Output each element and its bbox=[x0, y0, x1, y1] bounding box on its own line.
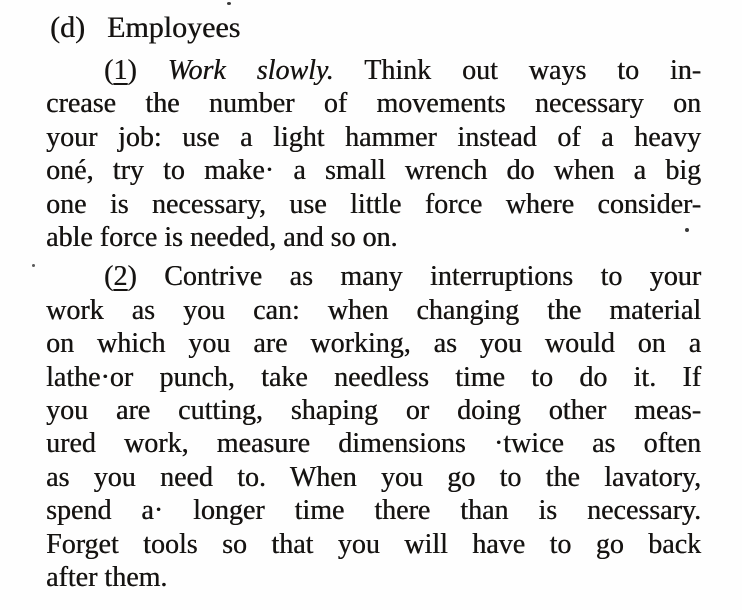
text-line: you are cutting, shaping or doing other meas- bbox=[46, 395, 701, 427]
scan-speck bbox=[32, 264, 35, 267]
paragraph-2 bbox=[46, 260, 701, 594]
underlined-number: 1 bbox=[113, 55, 128, 86]
text-line: as you need to. When you go to the lavatory, bbox=[46, 461, 701, 493]
italic-lead: Work slowly. bbox=[167, 55, 334, 86]
item-number: (1) bbox=[104, 55, 137, 86]
scan-speck bbox=[227, 2, 231, 5]
first-line-text: Think out ways to in- bbox=[364, 55, 702, 86]
text-line: after them. bbox=[46, 562, 168, 594]
text-line: spend a· longer time there than is necessary. bbox=[46, 495, 701, 527]
text-line: oné, try to make· a small wrench do when a big bbox=[46, 155, 701, 187]
paragraph-first-line bbox=[46, 260, 701, 293]
paragraph-first-line bbox=[46, 54, 701, 87]
text-line: one is necessary, use little force where consider- bbox=[46, 188, 701, 220]
text-line: able force is needed, and so on. bbox=[46, 222, 398, 254]
text-line: your job: use a light hammer instead of a heavy bbox=[46, 121, 701, 153]
paragraph-1 bbox=[46, 54, 701, 254]
text-line: ured work, measure dimensions ·twice as often bbox=[46, 428, 701, 460]
scan-speck bbox=[685, 228, 689, 232]
text-line: work as you can: when changing the material bbox=[46, 294, 701, 326]
section-heading bbox=[50, 10, 701, 46]
paragraph-list bbox=[46, 54, 701, 595]
document-text-block bbox=[46, 10, 701, 595]
first-line-text: Contrive as many interruptions to your bbox=[164, 261, 701, 293]
underlined-number: 2 bbox=[113, 261, 128, 293]
text-line: crease the number of movements necessary on bbox=[46, 88, 701, 120]
text-line: on which you are working, as you would on a bbox=[46, 328, 701, 360]
text-line: Forget tools so that you will have to go back bbox=[46, 528, 701, 560]
section-title: Employees bbox=[106, 11, 241, 44]
section-label: (d) bbox=[50, 11, 85, 44]
text-line: lathe·or punch, take needless time to do it. If bbox=[46, 361, 701, 393]
item-number: (2) bbox=[104, 261, 137, 293]
